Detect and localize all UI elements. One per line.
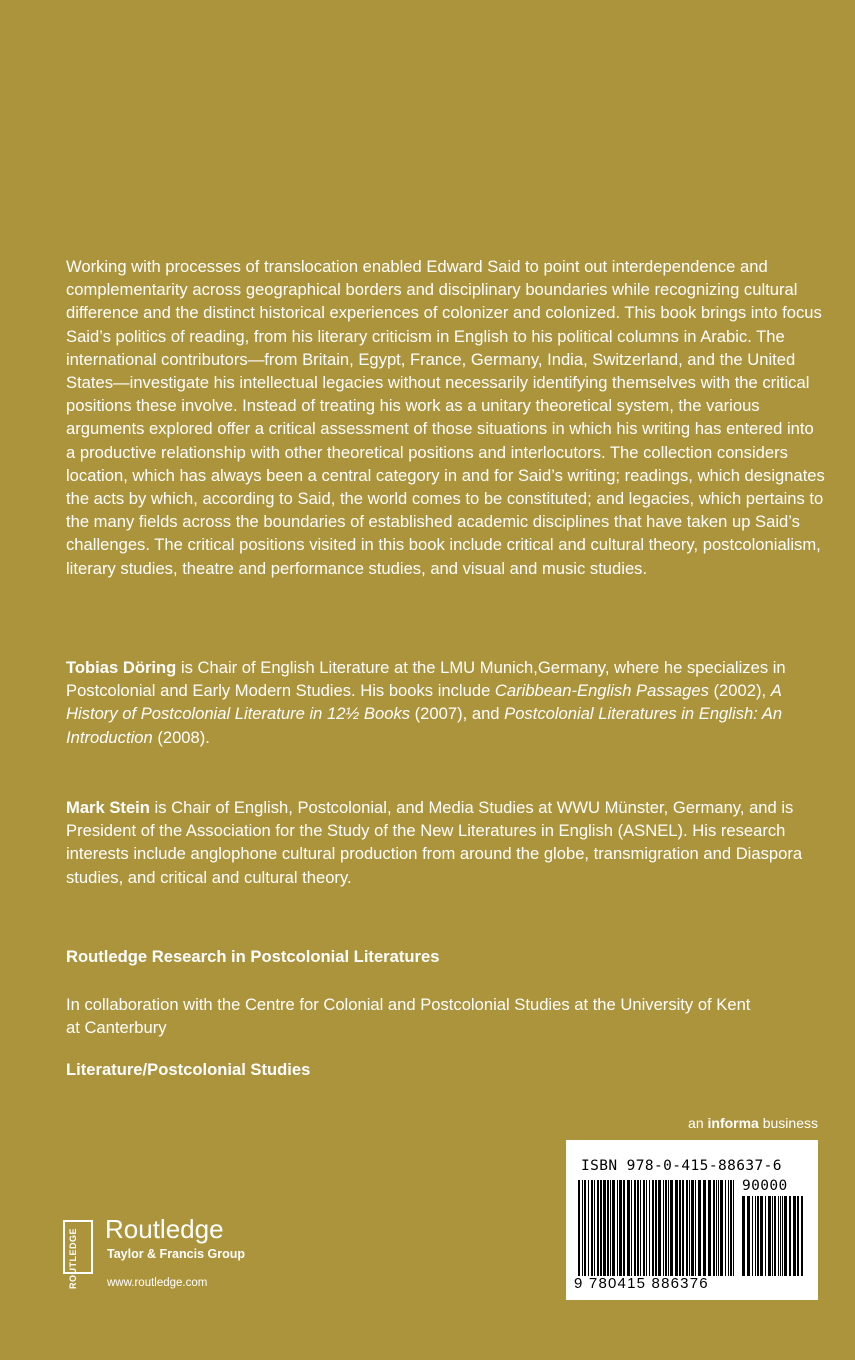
barcode-bar: [619, 1180, 622, 1276]
barcode-bar: [582, 1180, 583, 1276]
publisher-url: www.routledge.com: [107, 1277, 208, 1289]
barcode-bar: [578, 1180, 580, 1276]
barcode-bar: [718, 1180, 719, 1276]
barcode-bar: [720, 1180, 723, 1276]
barcode-bar: [782, 1196, 783, 1276]
barcode-bar: [637, 1180, 639, 1276]
barcode-bar: [617, 1180, 618, 1276]
barcode-bar: [728, 1180, 729, 1276]
barcode-bar: [757, 1196, 759, 1276]
collaboration-note: In collaboration with the Centre for Colonial and Postcolonial Studies at the University of Kent at Canterbury: [66, 995, 751, 1038]
barcode-bar: [658, 1180, 661, 1276]
barcode-bar: [668, 1180, 669, 1276]
barcode-bar: [765, 1196, 766, 1276]
barcode-bar: [747, 1196, 750, 1276]
book-title: Postcolonial Literatures in English: An Introduction: [66, 704, 783, 747]
barcode-bar: [793, 1196, 796, 1276]
author-bio-doring: Tobias Döring is Chair of English Literature at the LMU Munich,Germany, where he specializes in Postcolonial and Early Modern Studies. His books include Caribbean-English Passages (2002), A History of Postcolonial Literature in 12½ Books (2007), and Postcolonial Literatures in English: An Introduction (2008).: [66, 658, 786, 747]
barcode-bar: [600, 1180, 602, 1276]
barcode-bar: [603, 1180, 606, 1276]
barcode-bar: [627, 1180, 630, 1276]
barcode-bar: [742, 1196, 745, 1276]
barcode-bar: [584, 1180, 586, 1276]
barcode-bar: [760, 1196, 763, 1276]
price-code: 90000: [742, 1178, 788, 1194]
barcode-bar: [679, 1180, 681, 1276]
book-title: Caribbean-English Passages: [494, 681, 709, 701]
author-bio-stein: Mark Stein is Chair of English, Postcolonial, and Media Studies at WWU Münster, Germany, and is President of the Association for the Study of the New Literatures in English (ASNEL). His research interests include anglophone cultural production from around the globe, transmigration and Diaspora studies, and critical and cultural theory.: [66, 798, 803, 887]
isbn-barcode: [566, 1140, 818, 1300]
isbn-label: ISBN 978-0-415-88637-6: [581, 1158, 782, 1174]
barcode-bar: [646, 1180, 647, 1276]
barcode-bar: [752, 1196, 753, 1276]
series-title: Routledge Research in Postcolonial Literatures: [66, 947, 440, 966]
barcode-addon-bars: [742, 1196, 806, 1276]
barcode-bar: [612, 1180, 615, 1276]
book-title: A History of Postcolonial Literature in 12½ Books: [66, 681, 782, 724]
barcode-digits: 9 780415 886376: [574, 1275, 709, 1292]
barcode-bar: [665, 1180, 667, 1276]
barcode-bar: [588, 1180, 589, 1276]
barcode-bar: [801, 1196, 803, 1276]
barcode-bar: [689, 1180, 690, 1276]
barcode-bar: [772, 1196, 773, 1276]
author-name: Mark Stein: [66, 798, 150, 817]
barcode-bar: [768, 1196, 771, 1276]
barcode-bar: [784, 1196, 787, 1276]
barcode-bar: [634, 1180, 636, 1276]
barcode-bar: [640, 1180, 641, 1276]
barcode-bar: [649, 1180, 650, 1276]
publisher-name: Routledge: [105, 1214, 224, 1244]
barcode-bar: [597, 1180, 599, 1276]
subject-category: Literature/Postcolonial Studies: [66, 1060, 311, 1079]
barcode-bar: [623, 1180, 625, 1276]
barcode-bar: [655, 1180, 657, 1276]
author-name: Tobias Döring: [66, 658, 177, 677]
barcode-bar: [789, 1196, 791, 1276]
barcode-bar: [652, 1180, 654, 1276]
barcode-bar: [730, 1180, 732, 1276]
barcode-bar: [733, 1180, 734, 1276]
barcode-bar: [675, 1180, 678, 1276]
barcode-bar: [725, 1180, 726, 1276]
barcode-bar: [643, 1180, 645, 1276]
barcode-bar: [778, 1196, 779, 1276]
barcode-bar: [755, 1196, 756, 1276]
barcode-bar: [670, 1180, 673, 1276]
informa-tagline: an informa business: [688, 1115, 818, 1131]
barcode-bar: [698, 1180, 701, 1276]
barcode-bar: [607, 1180, 609, 1276]
barcode-bar: [780, 1196, 781, 1276]
barcode-bar: [797, 1196, 799, 1276]
barcode-bar: [591, 1180, 593, 1276]
barcode-bar: [594, 1180, 595, 1276]
barcode-bar: [716, 1180, 717, 1276]
barcode-bar: [631, 1180, 632, 1276]
barcode-bar: [682, 1180, 684, 1276]
routledge-logo: [63, 1214, 323, 1310]
routledge-mark-icon: ROUTLEDGE: [63, 1220, 93, 1274]
barcode-bar: [663, 1180, 664, 1276]
barcode-bar: [703, 1180, 706, 1276]
barcode-bar: [708, 1180, 711, 1276]
barcode-bar: [774, 1196, 776, 1276]
back-cover-blurb: Working with processes of translocation enabled Edward Said to point out interdependence and complementarity across geographical borders and disciplinary boundaries while recognizing cultural difference and the distinct historical experiences of colonizer and colonized. This book brings into focus Said’s politics of reading, from his literary criticism in English to his political columns in Arabic. The international contributors—from Britain, Egypt, France, Germany, India, Switzerland, and the United States—investigate his intellectual legacies without necessarily identifying themselves with the critical positions these involve. Instead of treating his work as a unitary theoretical system, the various arguments explored offer a critical assessment of those situations in which his writing has entered into a productive relationship with other theoretical positions and interlocutors. The collection considers location, which has always been a central category in and for Said’s writing; readings, which designates the acts by which, according to Said, the world comes to be constituted; and legacies, which pertains to the many fields across the boundaries of established academic disciplines that have taken up Said’s challenges. The critical positions visited in this book include critical and cultural theory, postcolonialism, literary studies, theatre and performance studies, and visual and music studies.: [66, 257, 825, 578]
publisher-group: Taylor & Francis Group: [107, 1247, 245, 1261]
barcode-bar: [686, 1180, 688, 1276]
barcode-bars: [578, 1180, 736, 1276]
barcode-bar: [610, 1180, 611, 1276]
barcode-bar: [695, 1180, 696, 1276]
barcode-bar: [691, 1180, 694, 1276]
barcode-bar: [713, 1180, 715, 1276]
